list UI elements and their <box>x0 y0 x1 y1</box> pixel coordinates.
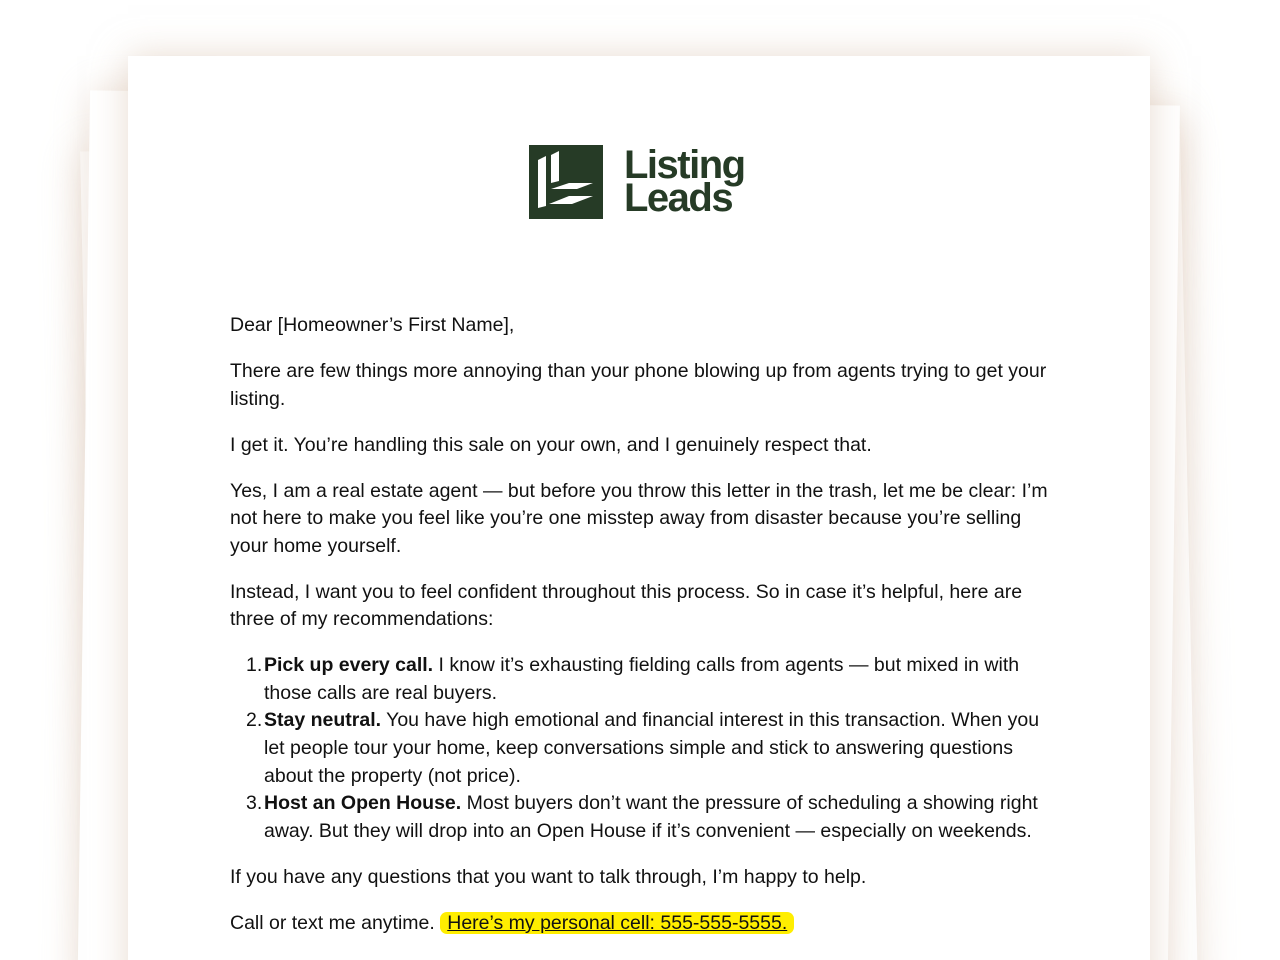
recommendation-item <box>230 790 1050 845</box>
recommendation-number: 2. <box>246 709 263 732</box>
listing-leads-logo-mark-icon <box>529 145 603 219</box>
recommendation-text: Most buyers don’t want the pressure of scheduling a showing right away. But they will drop into an Open House if it’s convenient — especially on weekends. <box>264 792 1038 842</box>
call-line: Call or text me anytime. <box>230 911 435 934</box>
recommendation-title: Stay neutral. <box>264 709 382 732</box>
logo-word-listing: Listing <box>624 143 745 187</box>
recommendation-number: 3. <box>246 792 263 815</box>
recommendation-item <box>230 707 1050 790</box>
recommendations-list <box>230 652 1050 845</box>
logo-wordmark <box>624 143 745 220</box>
paragraph-intro: There are few things more annoying than your phone blowing up from agents trying to get your listing. <box>230 359 1047 410</box>
paragraph-respect: I get it. You’re handling this sale on your own, and I genuinely respect that. <box>230 433 872 456</box>
recommendation-text: You have high emotional and financial interest in this transaction. When you let people tour your home, keep conversations simple and stick to answering questions about the property (not price). <box>264 709 1040 787</box>
recommendation-item <box>230 652 1050 707</box>
recommendation-number: 1. <box>246 654 263 677</box>
recommendation-title: Host an Open House. <box>264 792 462 815</box>
paragraph-closing: If you have any questions that you want to talk through, I’m happy to help. <box>230 865 867 888</box>
letter-body <box>230 312 1050 956</box>
logo-word-leads: Leads <box>624 176 733 220</box>
paragraph-recommendations-intro: Instead, I want you to feel confident throughout this process. So in case it’s helpful, here are three of my recommendations: <box>230 580 1023 631</box>
paragraph-contact <box>230 910 1050 938</box>
listing-leads-logo <box>529 145 745 219</box>
recommendation-text: I know it’s exhausting fielding calls from agents — but mixed in with those calls are real buyers. <box>264 654 1020 704</box>
recommendation-title: Pick up every call. <box>264 654 434 677</box>
highlighted-phone: Here’s my personal cell: 555-555-5555. <box>440 912 794 934</box>
salutation: Dear [Homeowner’s First Name], <box>230 314 515 336</box>
paragraph-agent: Yes, I am a real estate agent — but before you throw this letter in the trash, let me be clear: I’m not here to make you feel like you’re one misstep away from disaster because you’re selling your home yourself. <box>230 479 1048 557</box>
